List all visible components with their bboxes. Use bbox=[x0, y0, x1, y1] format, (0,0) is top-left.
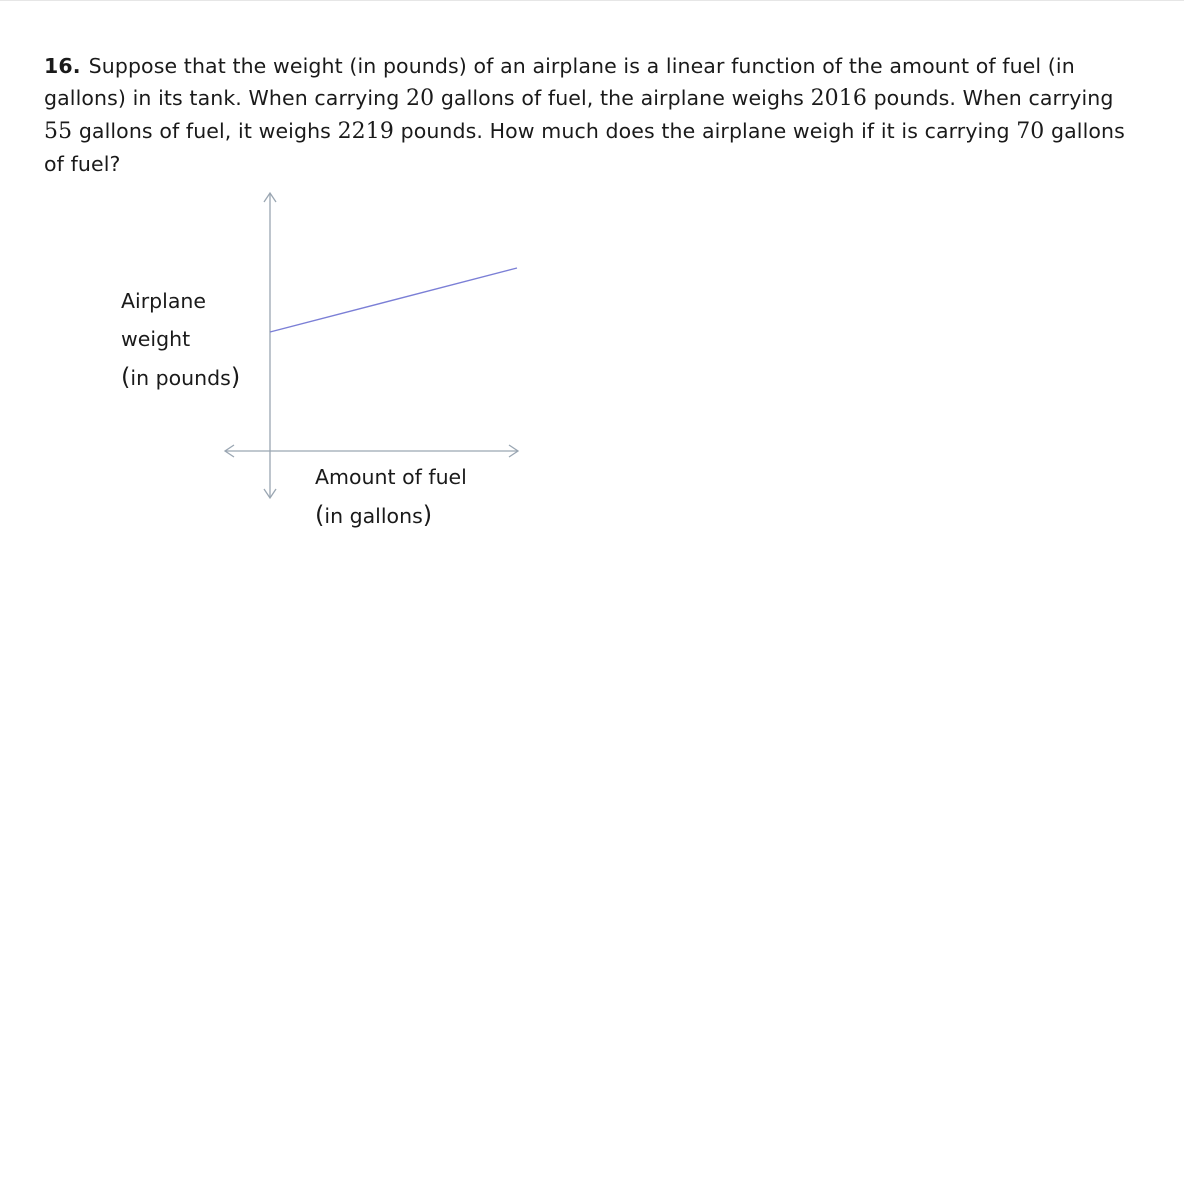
problem-number-value: 55 bbox=[44, 119, 73, 144]
x-axis-label-close-paren: ) bbox=[422, 501, 433, 529]
y-axis-label-close-paren: ) bbox=[230, 363, 241, 391]
problem-number-value: 2016 bbox=[810, 86, 867, 111]
problem-text-segment: gallons of fuel, it weighs bbox=[72, 119, 338, 143]
problem-number-value: 20 bbox=[406, 86, 435, 111]
x-axis-label-line1: Amount of fuel bbox=[315, 465, 467, 489]
problem-text-segment: pounds. When carrying bbox=[866, 86, 1114, 110]
problem-number-value: 70 bbox=[1016, 119, 1045, 144]
problem-number: 16. bbox=[44, 54, 81, 78]
x-axis-label bbox=[315, 458, 467, 535]
y-axis-label-line2: weight bbox=[121, 327, 191, 351]
y-axis-label-line3 bbox=[121, 358, 240, 397]
x-axis-label-line2 bbox=[315, 496, 467, 535]
function-line bbox=[270, 268, 517, 332]
y-axis-label-line1: Airplane bbox=[121, 289, 207, 313]
y-axis-label-units: in pounds bbox=[130, 366, 231, 390]
problem-number-value: 2219 bbox=[337, 119, 394, 144]
x-axis-label-open-paren: ( bbox=[315, 501, 325, 529]
problem-text-segment: pounds. How much does the airplane weigh if it is carrying bbox=[393, 119, 1017, 143]
problem-text-segment: gallons of fuel? bbox=[44, 119, 1125, 176]
y-axis-label bbox=[121, 282, 240, 397]
problem-text-segment: gallons of fuel, the airplane weighs bbox=[434, 86, 811, 110]
x-axis-label-units: in gallons bbox=[324, 504, 423, 528]
y-axis-label-open-paren: ( bbox=[121, 363, 131, 391]
problem-text-segment: Suppose that the weight (in pounds) of an airplane is a linear function of the amount of fuel (in gallons) in its tank. When carrying bbox=[44, 54, 1075, 110]
